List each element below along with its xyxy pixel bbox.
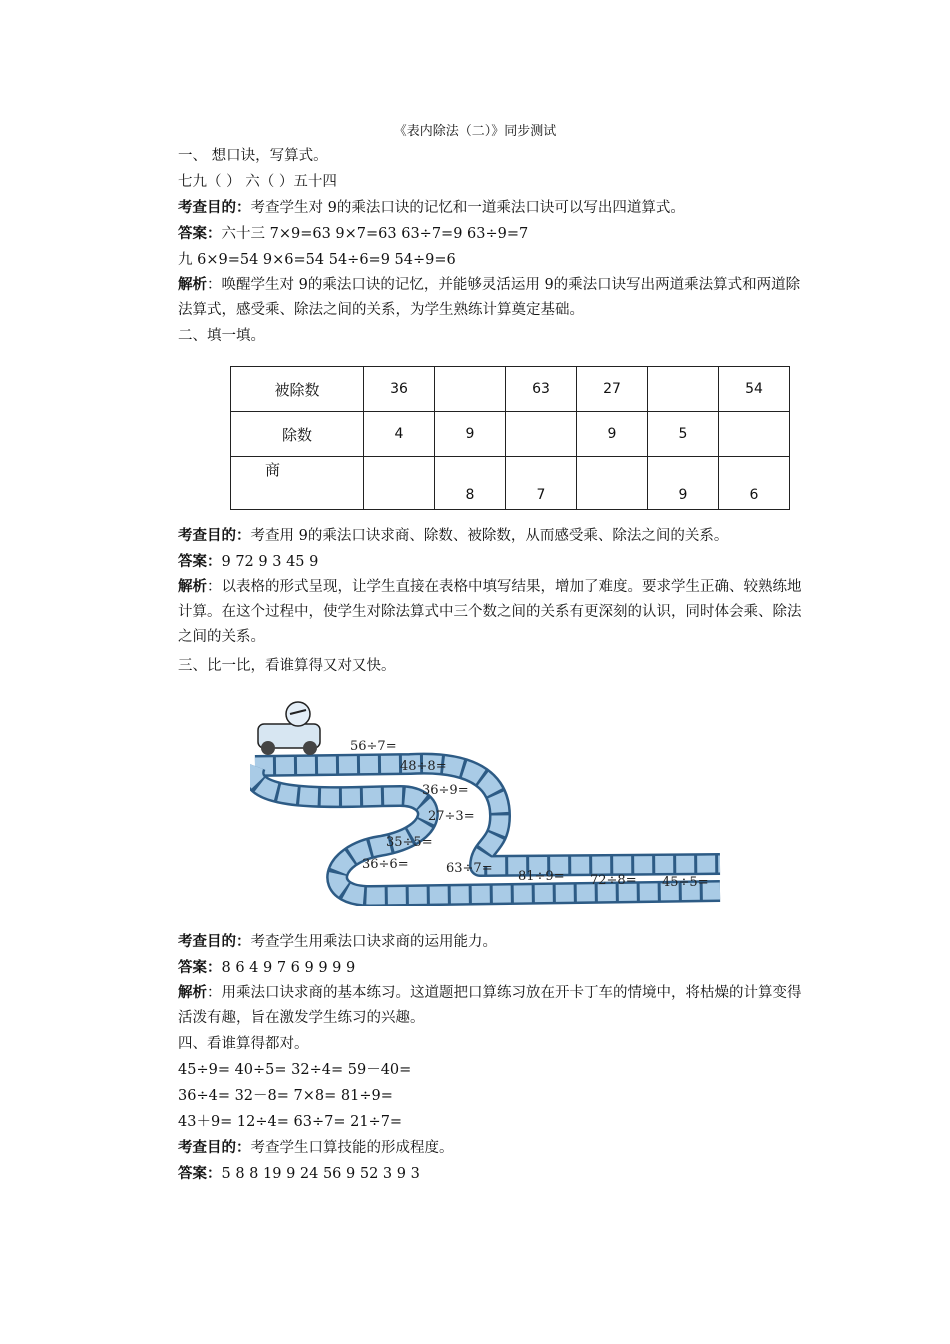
answer-text: 5 8 8 19 9 24 56 9 52 3 9 3 xyxy=(221,1166,420,1182)
road-surface xyxy=(255,764,720,866)
road-expression: 81÷9= xyxy=(518,869,565,884)
section4-heading: 四、看谁算得都对。 xyxy=(178,1036,309,1052)
exercise-line: 43＋9= 12÷4= 63÷7= 21÷7= xyxy=(178,1114,403,1130)
road-expression: 63÷7= xyxy=(446,861,493,876)
table-cell xyxy=(577,457,648,510)
road-expression: 45÷5= xyxy=(662,875,709,890)
road-expression: 27÷3= xyxy=(428,809,475,824)
road-expression: 56÷7= xyxy=(350,739,397,754)
row-head-quotient: 商 xyxy=(231,457,364,510)
purpose-text: 考查学生用乘法口诀求商的运用能力。 xyxy=(250,934,497,950)
section2-answer xyxy=(178,552,318,572)
answer-label: 答案： xyxy=(178,225,222,242)
table-row xyxy=(231,412,790,457)
table-cell: 5 xyxy=(648,412,719,457)
purpose-text: 考查学生对 9的乘法口诀的记忆和一道乘法口诀可以写出四道算式。 xyxy=(250,200,685,216)
answer-label: 答案： xyxy=(178,1165,222,1182)
answer-text: 六十三 7×9=63 9×7=63 63÷7=9 63÷9=7 xyxy=(221,226,529,242)
table-cell: 6 xyxy=(719,457,790,510)
table-cell xyxy=(506,412,577,457)
table-cell: 7 xyxy=(506,457,577,510)
section2-heading: 二、填一填。 xyxy=(178,328,265,344)
road-expression: 36÷9= xyxy=(422,783,469,798)
table-cell xyxy=(435,367,506,412)
purpose-label: 考查目的： xyxy=(178,527,251,544)
purpose-label: 考查目的： xyxy=(178,933,251,950)
table-cell: 9 xyxy=(435,412,506,457)
row-head-divisor: 除数 xyxy=(231,412,364,457)
road-expression: 36÷6= xyxy=(362,857,409,872)
section2-purpose xyxy=(178,526,728,546)
exercise-line: 45÷9= 40÷5= 32÷4= 59－40= xyxy=(178,1062,412,1078)
answer-text: 9 72 9 3 45 9 xyxy=(221,554,319,570)
analysis-label: 解析 xyxy=(178,578,207,595)
section1-answer-2: 九 6×9=54 9×6=54 54÷6=9 54÷9=6 xyxy=(178,252,456,268)
section1-answer xyxy=(178,224,528,244)
table-cell: 54 xyxy=(719,367,790,412)
purpose-label: 考查目的： xyxy=(178,199,251,216)
road-expression: 72÷8= xyxy=(590,873,637,888)
section4-purpose xyxy=(178,1138,454,1158)
analysis-text: ：唤醒学生对 9的乘法口诀的记忆，并能够灵活运用 9的乘法口诀写出两道乘法算式和两道除法算式，感受乘、除法之间的关系，为学生熟练计算奠定基础。 xyxy=(178,277,801,318)
section3-purpose xyxy=(178,932,497,952)
table-cell: 36 xyxy=(364,367,435,412)
section4-answer xyxy=(178,1164,420,1184)
table-cell: 9 xyxy=(648,457,719,510)
table-cell: 4 xyxy=(364,412,435,457)
section1-heading: 一、 想口诀，写算式。 xyxy=(178,148,328,164)
answer-text: 8 6 4 9 7 6 9 9 9 9 xyxy=(221,960,356,976)
analysis-label: 解析 xyxy=(178,276,207,293)
table-cell xyxy=(364,457,435,510)
table-cell xyxy=(719,412,790,457)
section3-analysis xyxy=(147,980,812,1031)
section1-prompt: 七九（ ） 六（ ）五十四 xyxy=(178,174,337,190)
section3-heading: 三、比一比，看谁算得又对又快。 xyxy=(178,658,396,674)
kart-icon xyxy=(258,702,320,755)
row-head-dividend: 被除数 xyxy=(231,367,364,412)
table-cell: 8 xyxy=(435,457,506,510)
kart-road-illustration xyxy=(250,696,730,906)
analysis-label: 解析 xyxy=(178,984,207,1001)
division-table xyxy=(230,366,790,510)
answer-label: 答案： xyxy=(178,959,222,976)
table-cell: 63 xyxy=(506,367,577,412)
exercise-line: 36÷4= 32－8= 7×8= 81÷9= xyxy=(178,1088,393,1104)
road-expression: 35÷5= xyxy=(386,835,433,850)
purpose-text: 考查用 9的乘法口诀求商、除数、被除数，从而感受乘、除法之间的关系。 xyxy=(250,528,729,544)
table-row xyxy=(231,367,790,412)
table-cell: 27 xyxy=(577,367,648,412)
section1-purpose xyxy=(178,198,685,218)
table-row xyxy=(231,457,790,510)
road-expression: 48÷8= xyxy=(400,759,447,774)
section3-answer xyxy=(178,958,355,978)
table-cell: 9 xyxy=(577,412,648,457)
purpose-text: 考查学生口算技能的形成程度。 xyxy=(250,1140,454,1156)
purpose-label: 考查目的： xyxy=(178,1139,251,1156)
analysis-text: ：用乘法口诀求商的基本练习。这道题把口算练习放在开卡丁车的情境中，将枯燥的计算变得活泼有趣，旨在激发学生练习的兴趣。 xyxy=(178,985,802,1026)
page-title: 《表内除法（二）》同步测试 xyxy=(393,124,557,139)
section2-analysis xyxy=(147,574,812,650)
table-cell xyxy=(648,367,719,412)
answer-label: 答案： xyxy=(178,553,222,570)
section1-analysis xyxy=(147,272,812,323)
analysis-text: ：以表格的形式呈现，让学生直接在表格中填写结果，增加了难度。要求学生正确、较熟练地计算。在这个过程中，使学生对除法算式中三个数之间的关系有更深刻的认识，同时体会乘、除法之间的关系。 xyxy=(178,579,802,645)
